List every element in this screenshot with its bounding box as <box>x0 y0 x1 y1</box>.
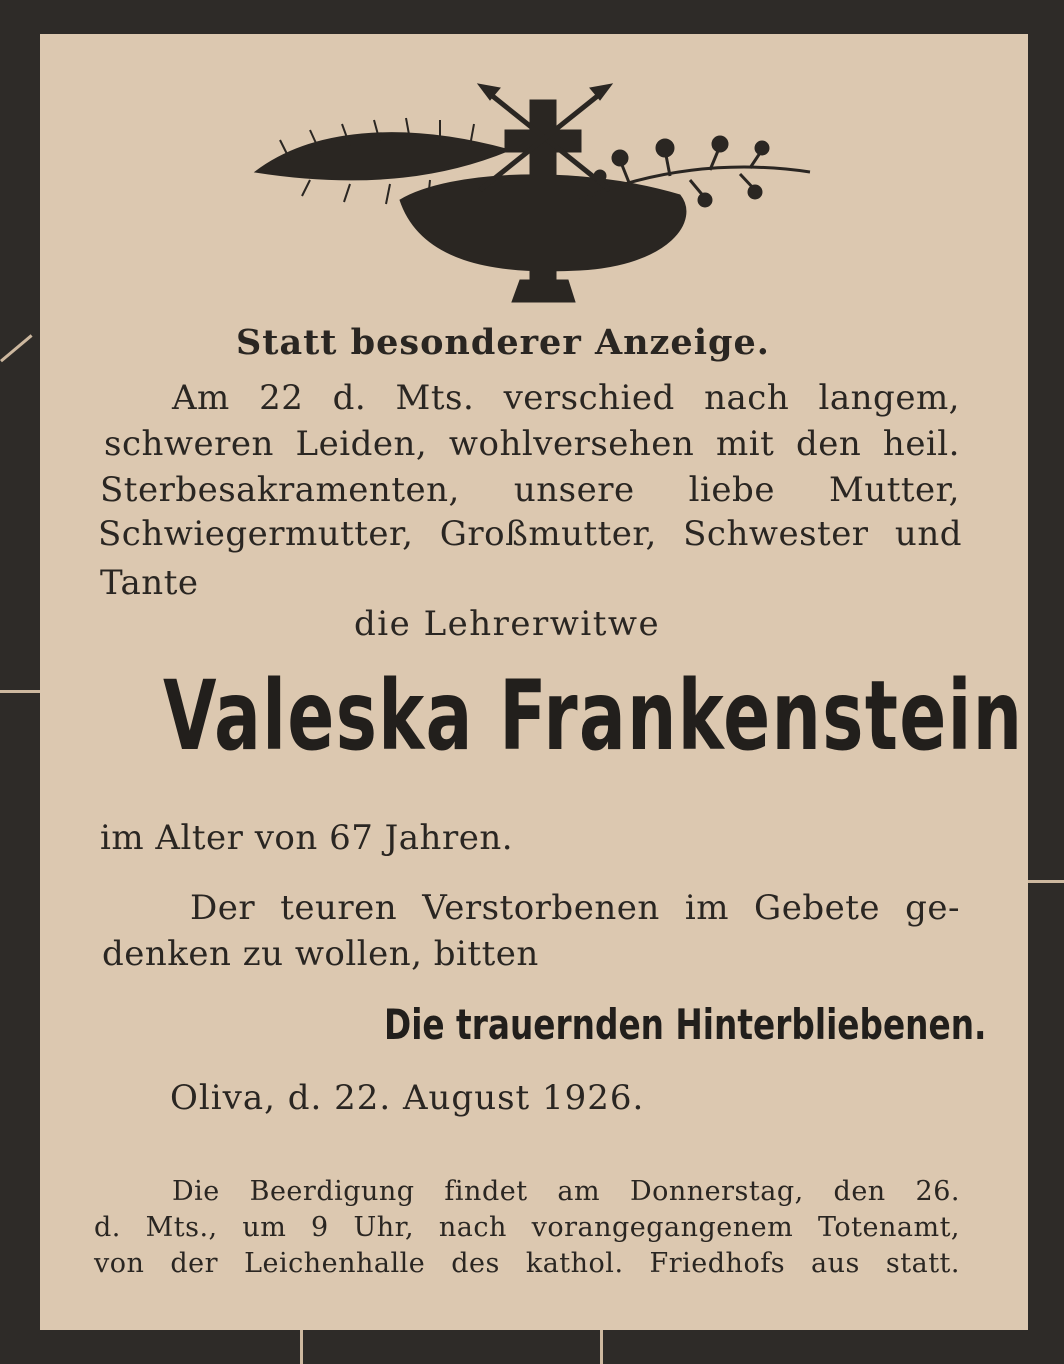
title-line: die Lehrerwitwe <box>354 604 661 644</box>
age-line: im Alter von 67 Jahren. <box>100 818 514 858</box>
funeral-line-2: d. Mts., um 9 Uhr, nach vorangegangenem Totenamt, <box>94 1212 960 1243</box>
notice-heading: Statt besonderer Anzeige. <box>236 322 770 363</box>
mourning-border-bottom <box>0 1330 1064 1364</box>
signature: Die trauernden Hinterbliebenen. <box>384 1000 987 1049</box>
border-crack <box>600 1330 603 1364</box>
border-crack <box>0 690 40 693</box>
prayer-line-2: denken zu wollen, bitten <box>102 934 539 974</box>
body-line-4: Schwiegermutter, Großmutter, Schwester und <box>98 514 962 554</box>
body-line-3: Sterbesakramenten, unsere liebe Mutter, <box>100 470 960 510</box>
body-line-5: Tante <box>100 563 199 603</box>
funeral-line-1: Die Beerdigung findet am Donnerstag, den 26. <box>172 1176 960 1207</box>
border-crack <box>300 1330 303 1364</box>
mourning-border-right <box>1028 0 1064 1364</box>
mourning-border-left <box>0 0 40 1364</box>
prayer-line-1: Der teuren Verstorbenen im Gebete ge- <box>190 888 960 928</box>
mourning-border-top <box>0 0 1064 34</box>
deceased-name: Valeska Frankenstein <box>163 660 1024 772</box>
cross-ornament-icon <box>250 80 820 305</box>
funeral-line-3: von der Leichenhalle des kathol. Friedhofs aus statt. <box>94 1248 960 1279</box>
place-date: Oliva, d. 22. August 1926. <box>170 1078 645 1118</box>
body-line-1: Am 22 d. Mts. verschied nach langem, <box>172 378 960 418</box>
body-line-2: schweren Leiden, wohlversehen mit den heil. <box>104 424 960 464</box>
border-crack <box>1028 880 1064 883</box>
